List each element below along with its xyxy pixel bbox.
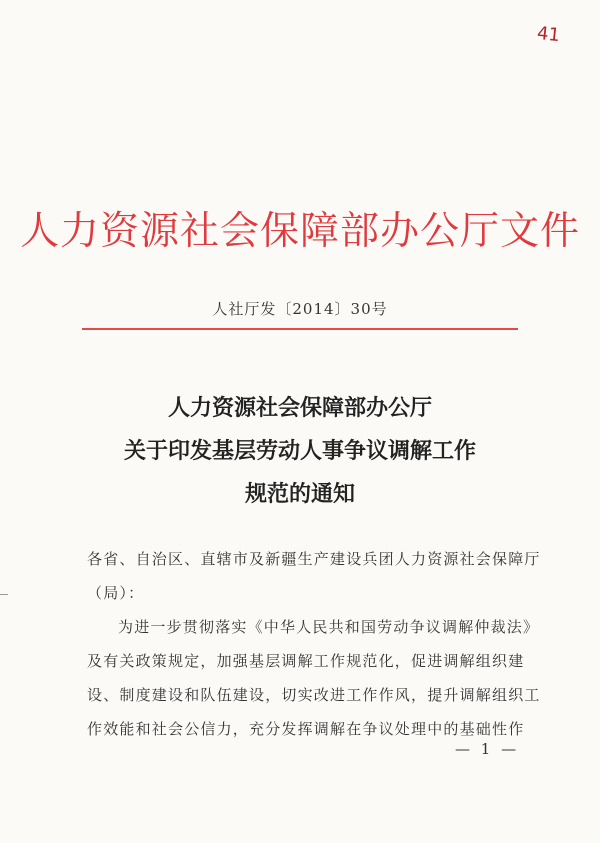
- body-line-4: 作效能和社会公信力，充分发挥调解在争议处理中的基础性作: [87, 720, 525, 738]
- handwritten-page-note: 41: [536, 22, 562, 47]
- masthead-title: 人力资源社会保障部办公厅文件: [19, 209, 580, 254]
- document-number: 人社厅发〔2014〕30号: [212, 300, 388, 318]
- addressee-line-1: 各省、自治区、直辖市及新疆生产建设兵团人力资源社会保障厅: [87, 550, 541, 568]
- notice-title-line-1: 人力资源社会保障部办公厅: [167, 395, 432, 421]
- body-line-2: 及有关政策规定，加强基层调解工作规范化，促进调解组织建: [87, 652, 525, 670]
- notice-title-line-3: 规范的通知: [244, 481, 355, 507]
- red-separator-line: [82, 328, 518, 330]
- binding-mark: [0, 594, 8, 595]
- addressee-line-2: （局）：: [87, 584, 145, 602]
- notice-title-line-2: 关于印发基层劳动人事争议调解工作: [123, 438, 476, 464]
- body-line-3: 设、制度建设和队伍建设，切实改进工作作风，提升调解组织工: [87, 686, 541, 704]
- body-line-1: 为进一步贯彻落实《中华人民共和国劳动争议调解仲裁法》: [118, 618, 540, 636]
- page-number: — 1 —: [455, 740, 520, 758]
